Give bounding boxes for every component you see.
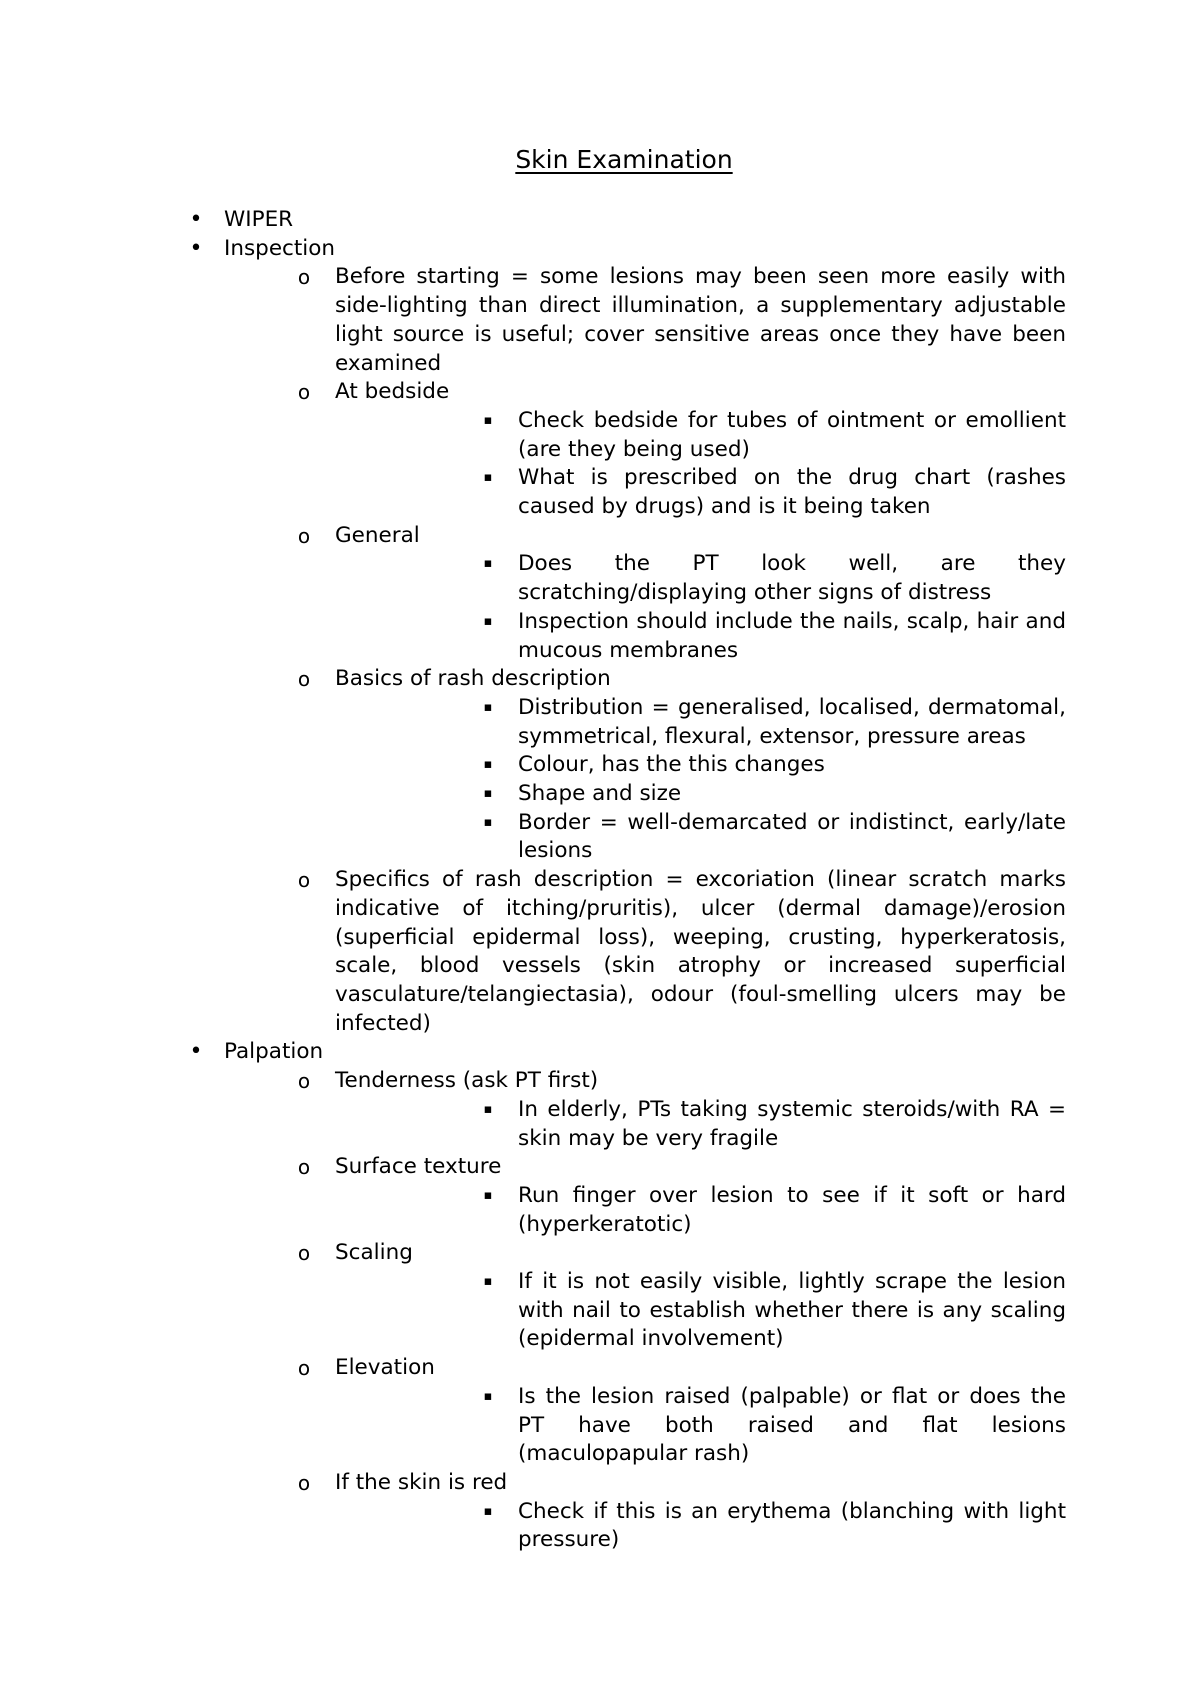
outline-item-level2 (224, 866, 1066, 1038)
outline-item-level3 (335, 809, 1066, 866)
outline-item-text: Before starting = some lesions may been seen more easily with side-lighting than direct illumination, a supplementary adjustable light source is useful; cover sensitive areas once they have been examined (335, 264, 1066, 376)
document-body (186, 206, 1066, 1555)
outline-item-level2 (224, 1153, 1066, 1239)
outline-item-level3 (335, 464, 1066, 521)
outline-item-level3 (335, 694, 1066, 751)
outline-item-text: Distribution = generalised, localised, dermatomal, symmetrical, flexural, extensor, pressure areas (518, 694, 1066, 749)
outline-item-level2 (224, 1469, 1066, 1555)
outline-list (186, 206, 1066, 1555)
outline-item-text: Border = well-demarcated or indistinct, early/late lesions (518, 809, 1066, 864)
outline-item-level3 (335, 407, 1066, 464)
sub-list-level3 (335, 1268, 1066, 1354)
outline-item-level3 (335, 550, 1066, 607)
outline-item-level2 (224, 665, 1066, 866)
bullet-square-icon: ▪ (483, 786, 493, 802)
bullet-square-icon: ▪ (483, 412, 493, 428)
bullet-square-icon: ▪ (483, 470, 493, 486)
outline-item-text: Check if this is an erythema (blanching with light pressure) (518, 1498, 1066, 1553)
bullet-circle-icon: o (297, 1241, 311, 1266)
outline-item-text: Elevation (335, 1355, 435, 1381)
bullet-square-icon: ▪ (483, 1274, 493, 1290)
sub-list-level3 (335, 1096, 1066, 1153)
bullet-circle-icon: o (297, 523, 311, 548)
outline-item-level3 (335, 1096, 1066, 1153)
bullet-square-icon: ▪ (483, 1187, 493, 1203)
bullet-circle-icon: o (297, 1155, 311, 1180)
outline-item-text: Tenderness (ask PT first) (335, 1068, 599, 1094)
bullet-circle-icon: o (297, 1470, 311, 1495)
outline-item-level2 (224, 522, 1066, 666)
outline-item-level2 (224, 1354, 1066, 1469)
outline-item-level1 (186, 206, 1066, 235)
bullet-circle-icon: o (297, 1069, 311, 1094)
outline-item-level2 (224, 1239, 1066, 1354)
sub-list-level3 (335, 1498, 1066, 1555)
outline-item-level3 (335, 1182, 1066, 1239)
sub-list-level2 (224, 1067, 1066, 1555)
outline-item-level3 (335, 1268, 1066, 1354)
bullet-circle-icon: o (297, 1356, 311, 1381)
sub-list-level3 (335, 550, 1066, 665)
outline-item-text: Inspection (224, 235, 336, 261)
outline-item-level2 (224, 378, 1066, 522)
outline-item-text: Basics of rash description (335, 666, 611, 692)
outline-item-level3 (335, 1498, 1066, 1555)
outline-item-text: Surface texture (335, 1154, 502, 1180)
sub-list-level3 (335, 1383, 1066, 1469)
outline-item-level3 (335, 608, 1066, 665)
outline-item-level3 (335, 751, 1066, 780)
outline-item-text: Run finger over lesion to see if it soft or hard (hyperkeratotic) (518, 1182, 1066, 1237)
bullet-circle-icon: o (297, 667, 311, 692)
outline-item-level3 (335, 780, 1066, 809)
outline-item-text: If it is not easily visible, lightly scrape the lesion with nail to establish whether there is any scaling (epidermal involvement) (518, 1269, 1066, 1352)
outline-item-text: WIPER (224, 207, 294, 232)
bullet-circle-icon: o (297, 265, 311, 290)
outline-item-text: At bedside (335, 379, 450, 405)
bullet-square-icon: ▪ (483, 699, 493, 715)
outline-item-level2 (224, 263, 1066, 378)
sub-list-level2 (224, 263, 1066, 1038)
bullet-circle-icon: o (297, 380, 311, 405)
bullet-square-icon: ▪ (483, 1503, 493, 1519)
bullet-dot-icon: • (189, 1039, 203, 1065)
outline-item-level1 (186, 235, 1066, 1039)
sub-list-level3 (335, 694, 1066, 866)
bullet-dot-icon: • (189, 207, 203, 232)
outline-item-text: Check bedside for tubes of ointment or emollient (are they being used) (518, 407, 1066, 462)
bullet-square-icon: ▪ (483, 1388, 493, 1404)
bullet-dot-icon: • (189, 235, 203, 261)
outline-item-level2 (224, 1067, 1066, 1153)
outline-item-text: Colour, has the this changes (518, 752, 825, 778)
sub-list-level3 (335, 407, 1066, 522)
outline-item-level1 (186, 1038, 1066, 1555)
outline-item-text: Does the PT look well, are they scratching/displaying other signs of distress (518, 551, 1066, 606)
outline-item-text: Shape and size (518, 781, 682, 807)
outline-item-text: Is the lesion raised (palpable) or flat or does the PT have both raised and flat lesions (maculopapular rash) (518, 1383, 1066, 1467)
bullet-square-icon: ▪ (483, 556, 493, 572)
bullet-square-icon: ▪ (483, 613, 493, 629)
outline-item-text: Specifics of rash description = excoriation (linear scratch marks indicative of itching/pruritis), ulcer (dermal damage)/erosion (superficial epidermal loss), weeping, crusting, hyperkeratosis, scale, blood vessels (skin atrophy or increased superficial vasculature/telangiectasia), odour (foul-smelling ulcers may be infected) (335, 867, 1066, 1036)
outline-item-text: In elderly, PTs taking systemic steroids/with RA = skin may be very fragile (518, 1096, 1066, 1151)
outline-item-text: General (335, 522, 420, 548)
bullet-square-icon: ▪ (483, 757, 493, 773)
outline-item-text: Scaling (335, 1240, 413, 1266)
outline-item-text: Inspection should include the nails, scalp, hair and mucous membranes (518, 608, 1066, 663)
sub-list-level3 (335, 1182, 1066, 1239)
document-title: Skin Examination (515, 145, 733, 174)
outline-item-text: If the skin is red (335, 1469, 508, 1495)
outline-item-text: Palpation (224, 1039, 324, 1065)
bullet-square-icon: ▪ (483, 814, 493, 830)
outline-item-level3 (335, 1383, 1066, 1469)
outline-item-text: What is prescribed on the drug chart (rashes caused by drugs) and is it being taken (518, 465, 1066, 520)
bullet-square-icon: ▪ (483, 1101, 493, 1117)
bullet-circle-icon: o (297, 868, 311, 893)
